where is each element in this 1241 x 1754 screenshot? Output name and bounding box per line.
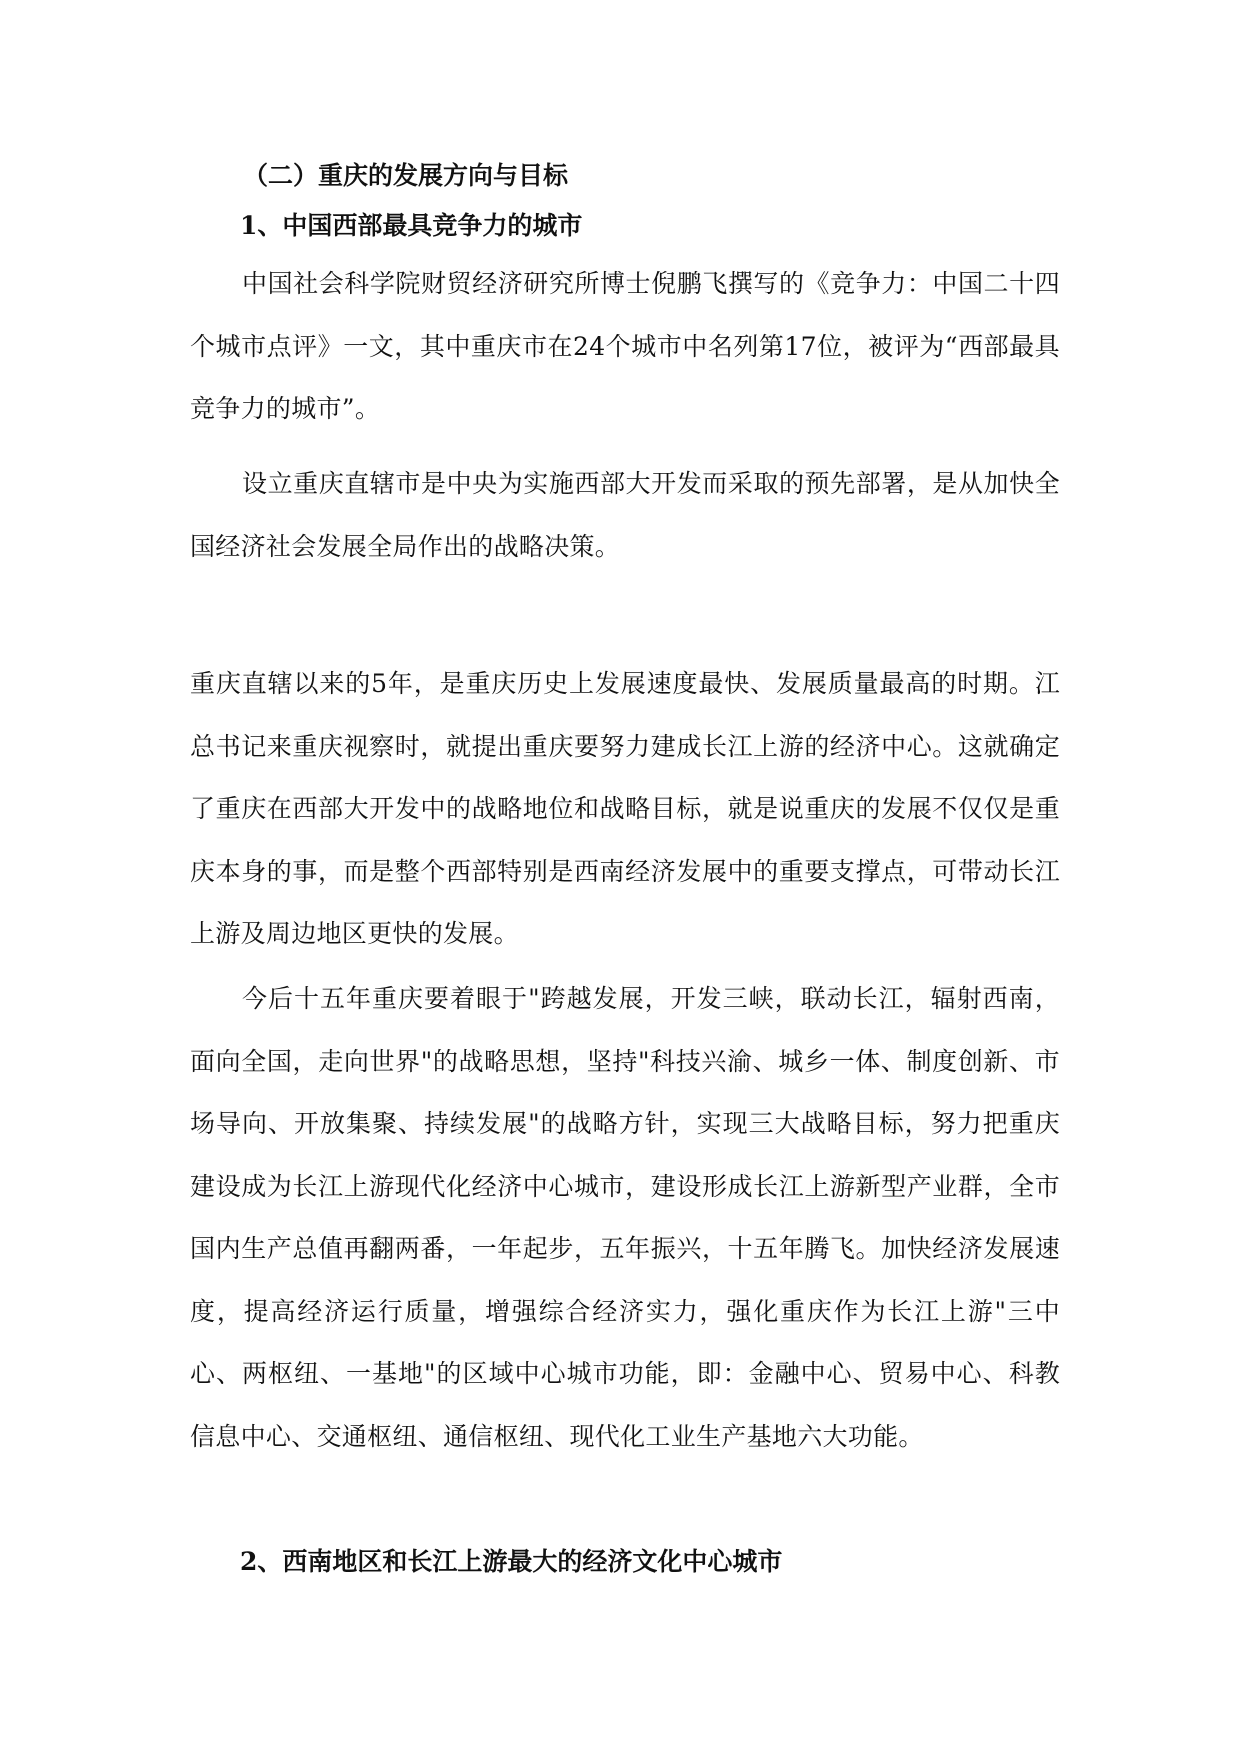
section-heading: （二）重庆的发展方向与目标 [243,161,569,190]
subheading-2: 2、西南地区和长江上游最大的经济文化中心城市 [240,1547,783,1576]
subheading-1: 1、中国西部最具竞争力的城市 [240,211,583,240]
paragraph-4: 今后十五年重庆要着眼于"跨越发展，开发三峡，联动长江，辐射西南，面向全国，走向世界"的战略思想，坚持"科技兴渝、城乡一体、制度创新、市场导向、开放集聚、持续发展"的战略方针，实现三大战略目标，努力把重庆建设成为长江上游现代化经济中心城市，建设形成长江上游新型产业群，全市国内生产总值再翻两番，一年起步，五年振兴，十五年腾飞。加快经济发展速度，提高经济运行质量，增强综合经济实力，强化重庆作为长江上游"三中心、两枢纽、一基地"的区域中心城市功能，即：金融中心、贸易中心、科教信息中心、交通枢纽、通信枢纽、现代化工业生产基地六大功能。 [190,984,1060,1451]
paragraph-1: 中国社会科学院财贸经济研究所博士倪鹏飞撰写的《竞争力：中国二十四个城市点评》一文，其中重庆市在24个城市中名列第17位，被评为“西部最具竞争力的城市”。 [190,269,1060,423]
paragraph-2: 设立重庆直辖市是中央为实施西部大开发而采取的预先部署，是从加快全国经济社会发展全局作出的战略决策。 [190,469,1060,561]
paragraph-3: 重庆直辖以来的5年，是重庆历史上发展速度最快、发展质量最高的时期。江总书记来重庆视察时，就提出重庆要努力建成长江上游的经济中心。这就确定了重庆在西部大开发中的战略地位和战略目标，就是说重庆的发展不仅仅是重庆本身的事，而是整个西部特别是西南经济发展中的重要支撑点，可带动长江上游及周边地区更快的发展。 [190,669,1060,948]
